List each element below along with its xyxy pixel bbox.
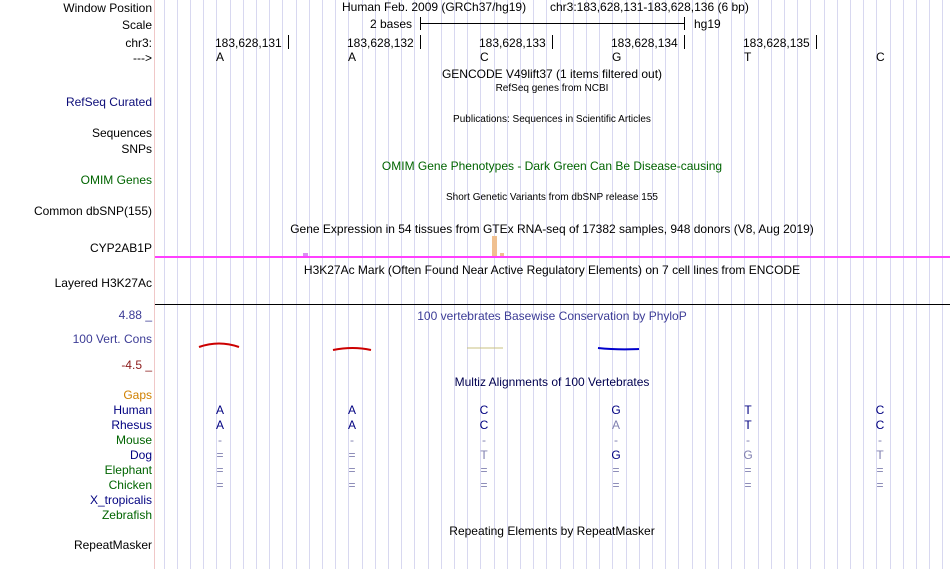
align-dog-4: G bbox=[611, 448, 621, 462]
refseq-label[interactable]: RefSeq Curated bbox=[65, 95, 152, 109]
phylop-flat-4 bbox=[598, 348, 639, 349]
align-elephant-6: = bbox=[876, 463, 884, 477]
scale-db: hg19 bbox=[694, 17, 721, 31]
align-human-5: T bbox=[744, 403, 752, 417]
base-5: T bbox=[744, 50, 752, 64]
species-rhesus-label[interactable]: Rhesus bbox=[111, 418, 152, 432]
dbsnp-label[interactable]: Common dbSNP(155) bbox=[33, 204, 152, 218]
align-rhesus-2: A bbox=[347, 418, 357, 432]
chr-label: chr3: bbox=[125, 36, 152, 50]
base-6: C bbox=[876, 50, 885, 64]
species-human-label[interactable]: Human bbox=[113, 403, 152, 417]
coord-4: 183,628,134 bbox=[611, 36, 678, 50]
align-elephant-1: = bbox=[216, 463, 224, 477]
coord-tick-1 bbox=[288, 35, 289, 49]
gaps-label[interactable]: Gaps bbox=[123, 388, 152, 402]
species-dog-label[interactable]: Dog bbox=[129, 448, 152, 462]
align-dog-5: G bbox=[743, 448, 753, 462]
coord-tick-3 bbox=[552, 35, 553, 49]
align-human-4: G bbox=[611, 403, 621, 417]
base-1: A bbox=[216, 50, 225, 64]
omim-track-title[interactable]: OMIM Gene Phenotypes - Dark Green Can Be Disease-causing bbox=[381, 159, 723, 173]
base-3: C bbox=[480, 50, 489, 64]
h3k27ac-track-title[interactable]: H3K27Ac Mark (Often Found Near Active Regulatory Elements) on 7 cell lines from ENCODE bbox=[303, 263, 801, 277]
base-2: A bbox=[348, 50, 357, 64]
assembly-name: Human Feb. 2009 (GRCh37/hg19) bbox=[342, 0, 527, 14]
phylop-track-title[interactable]: 100 vertebrates Basewise Conservation by PhyloP bbox=[417, 309, 687, 323]
snps-label[interactable]: SNPs bbox=[121, 142, 152, 156]
align-chicken-5: = bbox=[744, 478, 752, 492]
species-xtropicalis-label[interactable]: X_tropicalis bbox=[89, 493, 152, 507]
align-chicken-4: = bbox=[612, 478, 620, 492]
gtex-bar-1[interactable] bbox=[303, 253, 308, 256]
align-chicken-3: = bbox=[480, 478, 488, 492]
align-elephant-2: = bbox=[348, 463, 356, 477]
align-elephant-3: = bbox=[480, 463, 488, 477]
cons-label[interactable]: 100 Vert. Cons bbox=[72, 332, 152, 346]
align-dog-6: T bbox=[876, 448, 884, 462]
gtex-bar-3[interactable] bbox=[500, 253, 504, 256]
repeatmasker-track-title[interactable]: Repeating Elements by RepeatMasker bbox=[449, 524, 655, 538]
window-position-value: chr3:183,628,131-183,628,136 (6 bp) bbox=[550, 0, 749, 14]
align-elephant-5: = bbox=[744, 463, 752, 477]
align-mouse-5: - bbox=[746, 433, 750, 447]
label-divider bbox=[154, 0, 155, 569]
strand-label[interactable]: ---> bbox=[133, 51, 152, 65]
align-rhesus-3: C bbox=[479, 418, 489, 432]
scale-bar bbox=[420, 23, 684, 24]
gtex-track-title[interactable]: Gene Expression in 54 tissues from GTEx RNA-seq of 17382 samples, 948 donors (V8, Aug 2019) bbox=[290, 222, 814, 236]
align-mouse-4: - bbox=[614, 433, 618, 447]
base-4: G bbox=[612, 50, 622, 64]
align-chicken-2: = bbox=[348, 478, 356, 492]
align-human-1: A bbox=[215, 403, 225, 417]
coord-2: 183,628,132 bbox=[347, 36, 414, 50]
species-zebrafish-label[interactable]: Zebrafish bbox=[101, 508, 152, 522]
coord-1: 183,628,131 bbox=[215, 36, 282, 50]
h3k27ac-label[interactable]: Layered H3K27Ac bbox=[54, 276, 152, 290]
multiz-track-title[interactable]: Multiz Alignments of 100 Vertebrates bbox=[454, 375, 650, 389]
gencode-track-title[interactable]: GENCODE V49lift37 (1 items filtered out) bbox=[441, 67, 663, 81]
phylop-graph[interactable] bbox=[155, 330, 950, 360]
coord-3: 183,628,133 bbox=[479, 36, 546, 50]
species-chicken-label[interactable]: Chicken bbox=[108, 478, 152, 492]
align-rhesus-5: T bbox=[744, 418, 752, 432]
gtex-baseline bbox=[155, 256, 950, 258]
align-chicken-6: = bbox=[876, 478, 884, 492]
dbsnp-track-title[interactable]: Short Genetic Variants from dbSNP release 155 bbox=[446, 192, 658, 203]
refseq-track-title[interactable]: RefSeq genes from NCBI bbox=[495, 83, 609, 94]
align-rhesus-6: C bbox=[875, 418, 885, 432]
coord-tick-5 bbox=[816, 35, 817, 49]
phylop-peak-1 bbox=[199, 344, 239, 348]
align-elephant-4: = bbox=[612, 463, 620, 477]
align-dog-2: = bbox=[348, 448, 356, 462]
coord-tick-4 bbox=[684, 35, 685, 49]
align-dog-3: T bbox=[480, 448, 488, 462]
align-human-6: C bbox=[875, 403, 885, 417]
gtex-bar-2[interactable] bbox=[492, 236, 497, 256]
gtex-label[interactable]: CYP2AB1P bbox=[89, 241, 152, 255]
align-human-2: A bbox=[347, 403, 357, 417]
align-mouse-1: - bbox=[218, 433, 222, 447]
cons-max-label: 4.88 _ bbox=[118, 308, 152, 322]
align-rhesus-1: A bbox=[215, 418, 225, 432]
align-mouse-6: - bbox=[878, 433, 882, 447]
window-position-label: Window Position bbox=[63, 1, 152, 15]
phylop-peak-2 bbox=[333, 348, 371, 350]
scale-bar-left-end bbox=[420, 17, 421, 30]
align-human-3: C bbox=[479, 403, 489, 417]
repeatmasker-label[interactable]: RepeatMasker bbox=[73, 538, 152, 552]
scale-text: 2 bases bbox=[370, 17, 413, 31]
publications-track-title[interactable]: Publications: Sequences in Scientific Articles bbox=[453, 114, 651, 125]
align-dog-1: = bbox=[216, 448, 224, 462]
coord-5: 183,628,135 bbox=[743, 36, 810, 50]
species-elephant-label[interactable]: Elephant bbox=[104, 463, 152, 477]
species-mouse-label[interactable]: Mouse bbox=[115, 433, 152, 447]
scale-bar-right-end bbox=[684, 17, 685, 30]
align-mouse-3: - bbox=[482, 433, 486, 447]
coord-tick-2 bbox=[420, 35, 421, 49]
sequences-label[interactable]: Sequences bbox=[91, 126, 152, 140]
align-chicken-1: = bbox=[216, 478, 224, 492]
omim-label[interactable]: OMIM Genes bbox=[80, 173, 152, 187]
align-rhesus-4: A bbox=[611, 418, 621, 432]
scale-label: Scale bbox=[121, 18, 152, 32]
cons-min-label: -4.5 _ bbox=[121, 358, 152, 372]
h3k27ac-baseline bbox=[155, 304, 950, 305]
align-mouse-2: - bbox=[350, 433, 354, 447]
